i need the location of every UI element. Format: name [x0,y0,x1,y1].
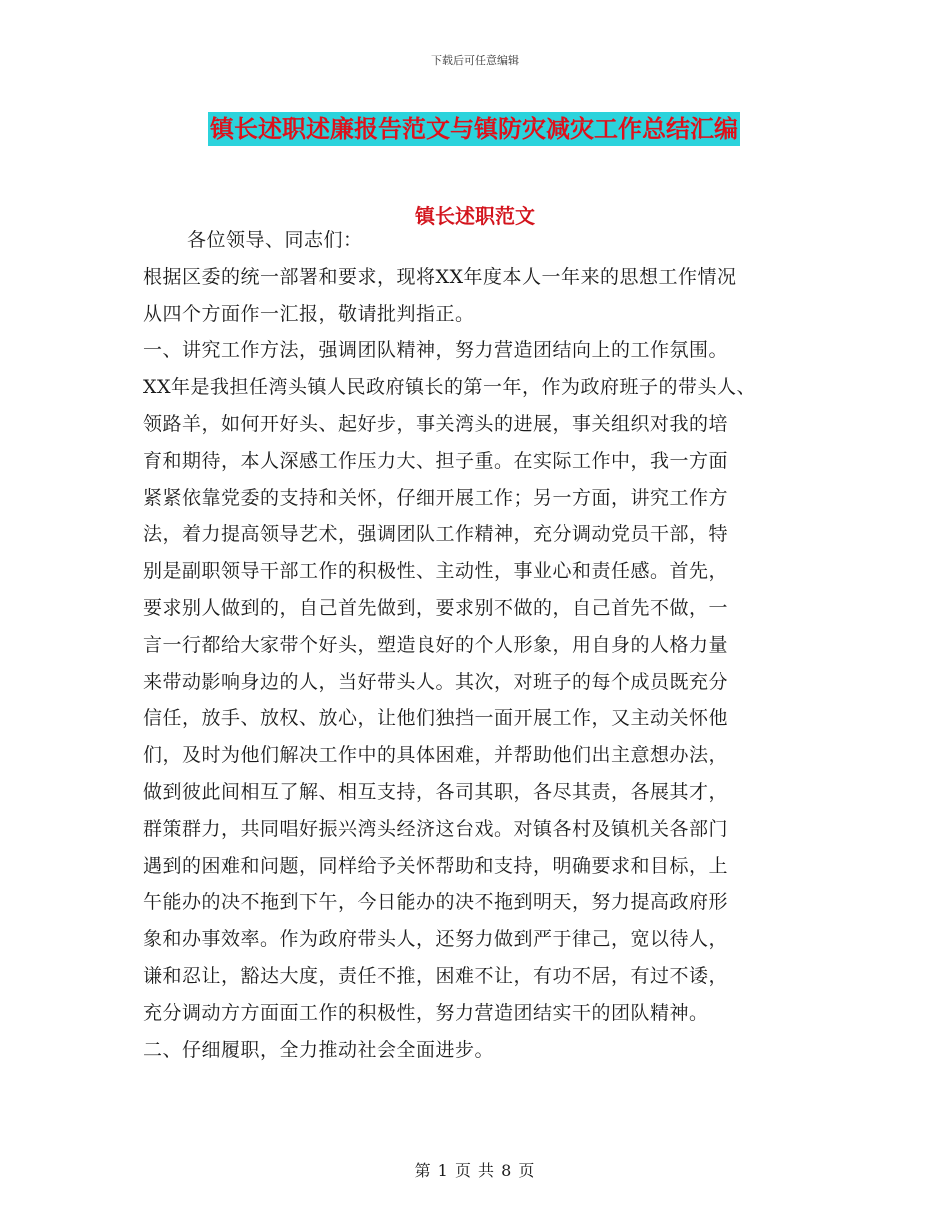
paragraph-line: 言一行都给大家带个好头，塑造良好的个人形象，用自身的人格力量 [143,633,729,656]
paragraph-line: 做到彼此间相互了解、相互支持，各司其职，各尽其责，各展其才， [143,780,729,803]
paragraph-line: 遇到的困难和问题，同样给予关怀帮助和支持，明确要求和目标，上 [143,854,729,877]
paragraph-line: 领路羊，如何开好头、起好步，事关湾头的进展，事关组织对我的培 [143,412,729,435]
paragraph-line: XX年是我担任湾头镇人民政府镇长的第一年，作为政府班子的带头人、 [143,376,757,399]
salutation: 各位领导、同志们： [187,229,363,251]
section-title: 镇长述职范文 [415,204,535,228]
paragraph-line: 别是副职领导干部工作的积极性、主动性，事业心和责任感。首先， [143,560,729,583]
paragraph-line: 谦和忍让，豁达大度，责任不推，困难不让，有功不居，有过不诿， [143,964,729,987]
paragraph-line: 来带动影响身边的人，当好带头人。其次，对班子的每个成员既充分 [143,670,729,693]
paragraph-line: 一、讲究工作方法，强调团队精神，努力营造团结向上的工作氛围。 [143,339,729,362]
paragraph-line: 充分调动方方面面工作的积极性，努力营造团结实干的团队精神。 [143,1001,709,1024]
paragraph-line: 群策群力，共同唱好振兴湾头经济这台戏。对镇各村及镇机关各部门 [143,817,729,840]
paragraph-line: 法，着力提高领导艺术，强调团队工作精神，充分调动党员干部，特 [143,523,729,546]
paragraph-line: 要求别人做到的，自己首先做到，要求别不做的，自己首先不做，一 [143,596,729,619]
page-header-note: 下载后可任意编辑 [431,54,519,67]
document-title: 镇长述职述廉报告范文与镇防灾减灾工作总结汇编 [208,112,740,146]
paragraph-line: 从四个方面作一汇报，敬请批判指正。 [143,302,475,325]
paragraph-line: 育和期待，本人深感工作压力大、担子重。在实际工作中，我一方面 [143,449,729,472]
page-number-footer: 第 1 页 共 8 页 [414,1161,536,1180]
paragraph-line: 象和办事效率。作为政府带头人，还努力做到严于律己，宽以待人， [143,928,729,951]
body-text [143,222,813,1068]
paragraph-line: 二、仔细履职，全力推动社会全面进步。 [143,1038,495,1061]
paragraph-line: 们，及时为他们解决工作中的具体困难，并帮助他们出主意想办法， [143,744,729,767]
paragraph-line: 午能办的决不拖到下午，今日能办的决不拖到明天，努力提高政府形 [143,891,729,914]
paragraph-line: 紧紧依靠党委的支持和关怀，仔细开展工作；另一方面，讲究工作方 [143,486,729,509]
paragraph-line: 根据区委的统一部署和要求，现将XX年度本人一年来的思想工作情况 [143,265,737,288]
paragraph-line: 信任，放手、放权、放心，让他们独挡一面开展工作，又主动关怀他 [143,707,729,730]
